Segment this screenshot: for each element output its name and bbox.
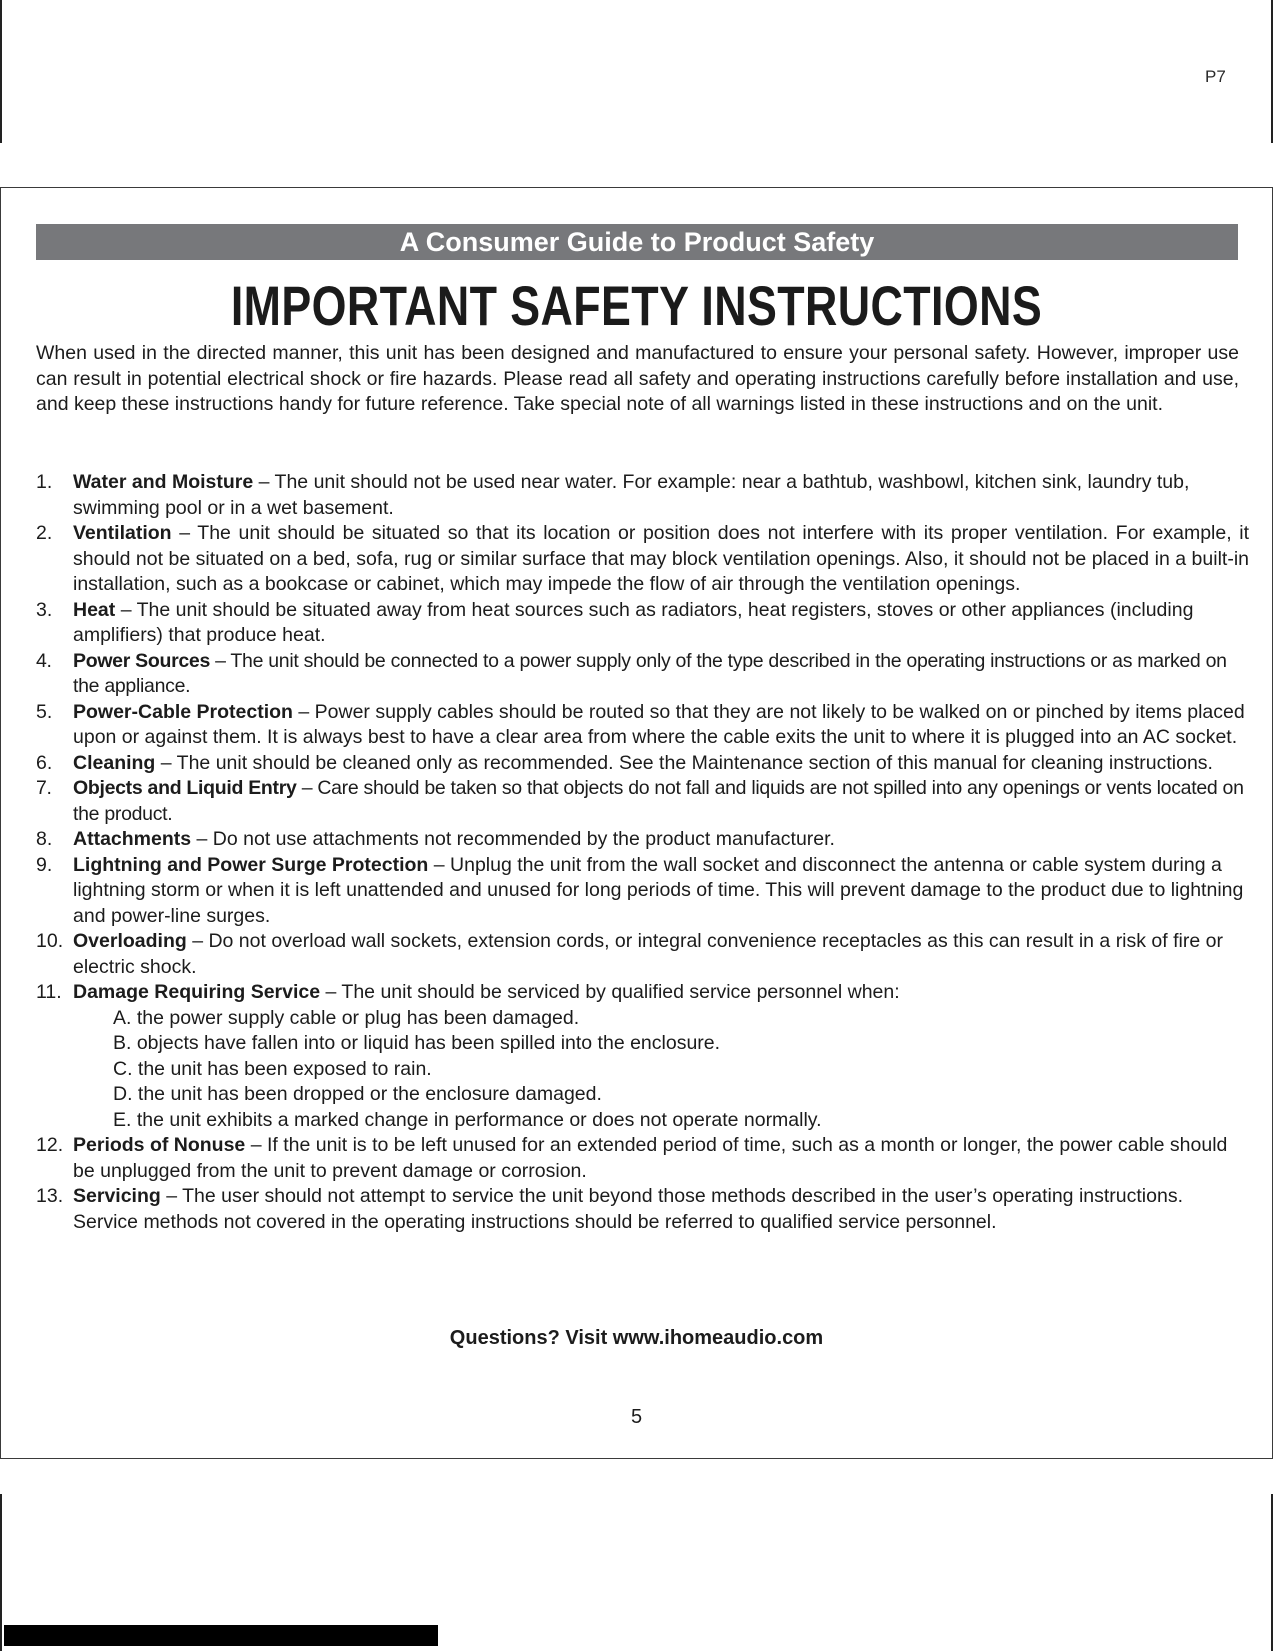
item-text: – Care should be taken so that objects do not fall and liquids are not spilled into any openings or vents located on the product. — [73, 777, 1244, 825]
page-code: P7 — [1205, 67, 1226, 86]
item-title: Overloading — [73, 930, 187, 952]
item-number: 8. — [36, 828, 53, 850]
item-title: Power Sources — [73, 649, 210, 672]
item-title: Power-Cable Protection — [73, 700, 293, 723]
crop-mark-bottom-left — [0, 1494, 2, 1651]
crop-mark-top-left — [0, 0, 2, 143]
service-condition: B. objects have fallen into or liquid has been spilled into the enclosure. — [113, 1032, 721, 1054]
questions-link: Questions? Visit www.ihomeaudio.com — [449, 1327, 824, 1349]
item-text: – Do not use attachments not recommended by the product manufacturer. — [191, 828, 835, 850]
list-item — [36, 980, 1249, 1006]
list-item — [36, 700, 1249, 751]
service-condition: D. the unit has been dropped or the enclosure damaged. — [113, 1083, 602, 1105]
crop-mark-bottom-right — [1271, 1494, 1273, 1651]
item-number: 6. — [36, 751, 53, 774]
item-number: 7. — [36, 777, 52, 799]
item-title: Servicing — [73, 1185, 161, 1207]
item-number: 2. — [36, 522, 53, 544]
list-item — [36, 1133, 1249, 1184]
item-title: Water and Moisture — [73, 471, 254, 493]
item-title: Lightning and Power Surge Protection — [73, 853, 429, 876]
item-title: Attachments — [73, 828, 192, 850]
content-frame — [0, 187, 1273, 1459]
item-text: – Unplug the unit from the wall socket and disconnect the antenna or cable system during a lightning storm or when it is left unattended and unused for long periods of time. This will prevent damage to the product due to lightning and power-line surges. — [73, 853, 1244, 927]
item-text: – The unit should be cleaned only as recommended. See the Maintenance section of this manual for cleaning instructions. — [155, 751, 1213, 774]
list-item — [36, 827, 1249, 853]
page-title: IMPORTANT SAFETY INSTRUCTIONS — [230, 274, 1043, 337]
item-title: Objects and Liquid Entry — [73, 777, 297, 799]
intro-paragraph: When used in the directed manner, this unit has been designed and manufactured to ensure your personal safety. However, improper use can result in potential electrical shock or fire hazards. Please read all safety and operating instructions carefully before installation and use, and keep these instructions handy for future reference. Take special note of all warnings listed in these instructions and on the unit. — [36, 342, 1239, 415]
page-number: 5 — [630, 1406, 643, 1428]
item-text: – Power supply cables should be routed so that they are not likely to be walked on or pinched by items placed upon or against them. It is always best to have a clear area from where the cable exits the unit to where it is plugged into an AC socket. — [73, 700, 1245, 748]
item-number: 11. — [36, 981, 62, 1003]
item-text: – The user should not attempt to service the unit beyond those methods described in the user’s operating instructions. Service methods not covered in the operating instructions should be referred to qualified service personnel. — [73, 1185, 1183, 1233]
item-number: 5. — [36, 700, 53, 723]
item-number: 4. — [36, 649, 52, 672]
item-number: 1. — [36, 471, 53, 493]
item-text: – The unit should be serviced by qualified service personnel when: — [320, 981, 900, 1003]
item-text: – The unit should be situated so that its location or position does not interfere with its proper ventilation. For example, it should not be situated on a bed, sofa, rug or similar surface that may block ventilation openings. Also, it should not be placed in a built-in installation, such as a bookcase or cabinet, which may impede the flow of air through the ventilation openings. — [73, 522, 1249, 595]
item-text: – Do not overload wall sockets, extension cords, or integral convenience receptacles as this can result in a risk of fire or electric shock. — [73, 930, 1223, 978]
list-item — [36, 853, 1249, 930]
item-number: 12. — [36, 1134, 64, 1156]
item-title: Heat — [73, 598, 116, 621]
item-text: – If the unit is to be left unused for an extended period of time, such as a month or longer, the power cable should be unplugged from the unit to prevent damage or corrosion. — [73, 1134, 1228, 1182]
item-number: 13. — [36, 1185, 64, 1207]
list-item — [36, 470, 1249, 521]
bottom-black-bar — [4, 1625, 438, 1646]
list-item — [36, 649, 1249, 700]
list-item — [36, 751, 1249, 777]
item-title: Damage Requiring Service — [73, 981, 321, 1003]
item-title: Ventilation — [73, 522, 172, 544]
item-text: – The unit should be situated away from heat sources such as radiators, heat registers, stoves or other appliances (including amplifiers) that produce heat. — [73, 598, 1194, 646]
service-condition: C. the unit has been exposed to rain. — [113, 1057, 432, 1080]
list-item — [36, 929, 1249, 980]
instructions-list — [36, 470, 1249, 1235]
section-band-title: A Consumer Guide to Product Safety — [36, 224, 1238, 260]
item-text: – The unit should be connected to a power supply only of the type described in the operating instructions or as marked on the appliance. — [73, 649, 1227, 697]
list-item — [36, 598, 1249, 649]
item-number: 10. — [36, 930, 64, 952]
service-condition: A. the power supply cable or plug has been damaged. — [113, 1006, 580, 1029]
crop-mark-top-right — [1271, 0, 1273, 143]
item-title: Cleaning — [73, 751, 156, 774]
item-title: Periods of Nonuse — [73, 1134, 246, 1156]
item-number: 3. — [36, 598, 53, 621]
service-condition: E. the unit exhibits a marked change in performance or does not operate normally. — [113, 1108, 822, 1131]
item-text: – The unit should not be used near water. For example: near a bathtub, washbowl, kitchen sink, laundry tub, swimming pool or in a wet basement. — [73, 471, 1190, 519]
item-number: 9. — [36, 853, 53, 876]
list-item — [36, 521, 1249, 598]
list-item — [36, 1184, 1249, 1235]
list-item — [36, 776, 1249, 827]
